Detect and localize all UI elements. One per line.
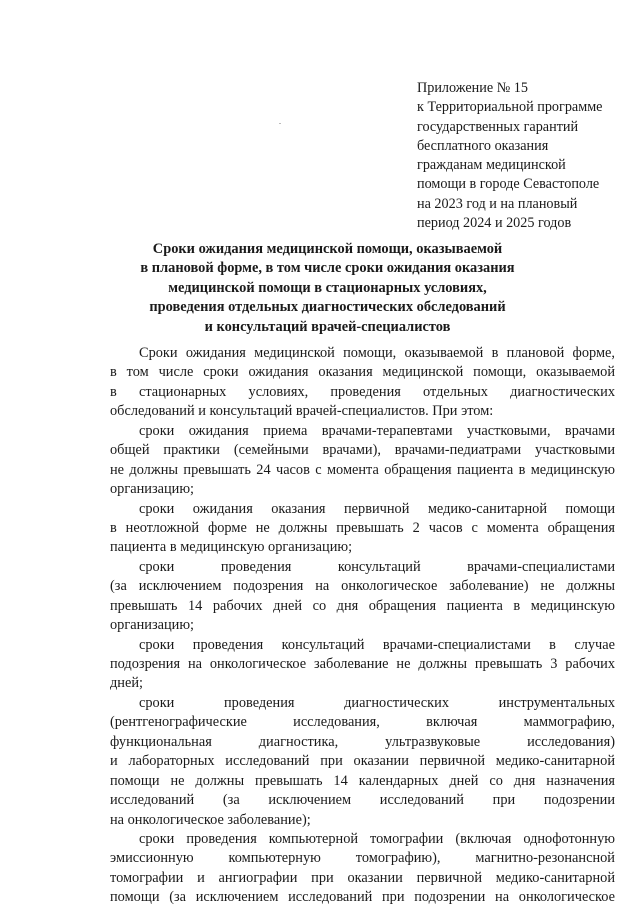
appendix-line: на 2023 год и на плановый	[417, 195, 578, 212]
appendix-line: помощи в городе Севастополе	[417, 176, 600, 193]
document-title	[100, 240, 555, 337]
text-line: сроки проведения консультаций врачами-специалистами	[139, 558, 615, 575]
text-line: сроки ожидания приема врачами-терапевтами участковыми, врачами	[139, 422, 615, 439]
paragraph-diagnostics	[110, 694, 615, 830]
title-line: медицинской помощи в стационарных условиях,	[168, 279, 487, 296]
appendix-line: к Территориальной программе	[417, 99, 603, 116]
text-line: общей практики (семейными врачами), врачами-педиатрами участковыми	[110, 442, 615, 459]
text-line: (за исключением подозрения на онкологическое заболевание) не должны	[110, 578, 615, 595]
appendix-line: гражданам медицинской	[417, 157, 566, 174]
paragraph-specialists	[110, 558, 615, 636]
text-line: (рентгенографические исследования, включая маммографию,	[110, 714, 615, 731]
title-line: в плановой форме, в том числе сроки ожидания оказания	[140, 260, 515, 277]
paragraph-oncology-consult	[110, 636, 615, 694]
text-line: помощи не должны превышать 14 календарных дней со дня назначения	[110, 772, 615, 789]
paragraph-urgent-care	[110, 500, 615, 558]
paragraph-therapists	[110, 422, 615, 500]
text-line: помощи (за исключением исследований при подозрении на онкологическое	[110, 889, 615, 906]
paragraph-tomography	[110, 830, 615, 908]
text-line: исследований (за исключением исследований при подозрении	[110, 792, 615, 809]
text-line: превышать 14 рабочих дней со дня обращения пациента в медицинскую	[110, 597, 615, 614]
text-line: сроки ожидания оказания первичной медико-санитарной помощи	[139, 500, 615, 517]
text-line: сроки проведения компьютерной томографии (включая однофотонную	[139, 830, 615, 847]
appendix-line: бесплатного оказания	[417, 137, 549, 154]
appendix-line: государственных гарантий	[417, 118, 579, 135]
text-line: сроки проведения консультаций врачами-специалистами в случае	[139, 636, 615, 653]
text-line: организацию;	[110, 481, 195, 498]
paragraph-intro	[110, 344, 615, 422]
text-line: в неотложной форме не должны превышать 2 часов с момента обращения	[110, 519, 615, 536]
text-line: на онкологическое заболевание);	[110, 811, 311, 828]
appendix-line: Приложение № 15	[417, 80, 528, 96]
text-line: обследований и консультаций врачей-специалистов. При этом:	[110, 403, 494, 420]
text-line: не должны превышать 24 часов с момента обращения пациента в медицинскую	[110, 461, 615, 478]
text-line: пациента в медицинскую организацию;	[110, 539, 353, 556]
text-line: Сроки ожидания медицинской помощи, оказываемой в плановой форме,	[139, 345, 615, 361]
text-line: подозрения на онкологическое заболевание не должны превышать 3 рабочих	[110, 656, 615, 672]
document-body	[110, 344, 615, 908]
text-line: эмиссионную компьютерную томографию), магнитно-резонансной	[110, 850, 615, 867]
text-line: организацию;	[110, 617, 195, 634]
text-line: сроки проведения диагностических инструментальных	[139, 694, 615, 711]
text-line: дней;	[110, 675, 144, 692]
title-line: проведения отдельных диагностических обследований	[149, 299, 506, 316]
title-line: и консультаций врачей-специалистов	[204, 318, 451, 335]
text-line: и лабораторных исследований при оказании первичной медико-санитарной	[110, 753, 615, 770]
text-line: томографии и ангиографии при оказании первичной медико-санитарной	[110, 869, 615, 886]
title-line: Сроки ожидания медицинской помощи, оказываемой	[152, 241, 503, 257]
appendix-note	[417, 79, 632, 233]
text-line: в стационарных условиях, проведения отдельных диагностических	[110, 383, 615, 400]
text-line: функциональная диагностика, ультразвуковые исследования)	[110, 733, 615, 750]
scan-speck	[279, 123, 281, 124]
text-line: в том числе сроки ожидания оказания медицинской помощи, оказываемой	[110, 364, 615, 381]
appendix-line: период 2024 и 2025 годов	[417, 215, 572, 232]
